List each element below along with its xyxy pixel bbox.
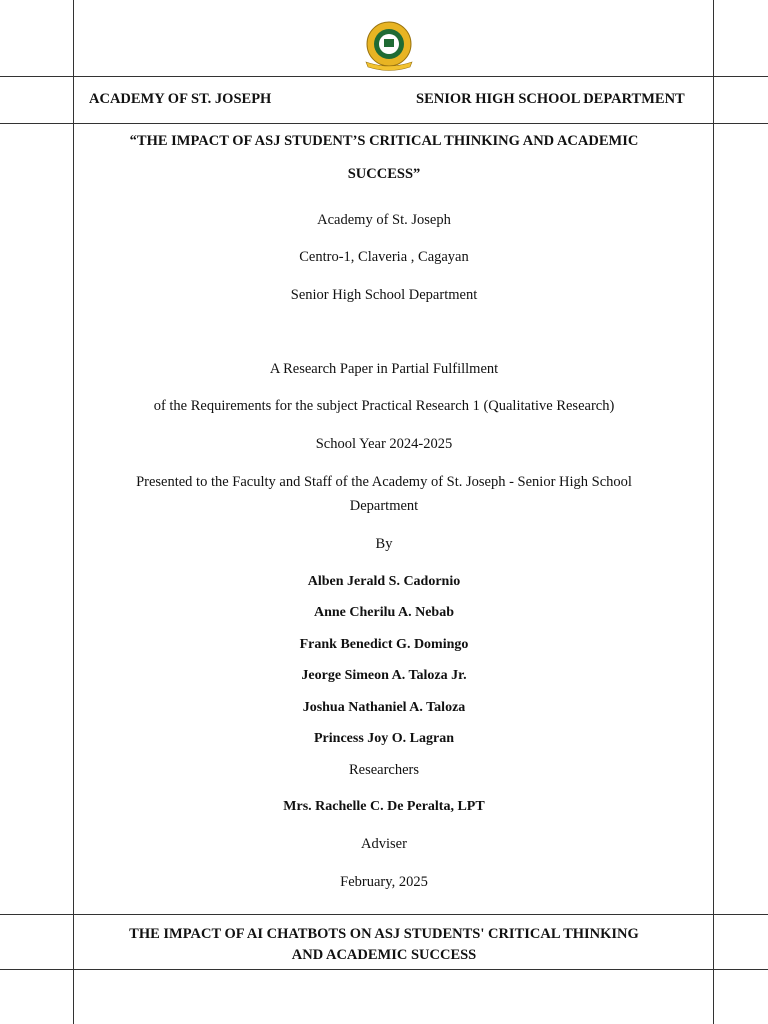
footer-title-line-1: THE IMPACT OF AI CHATBOTS ON ASJ STUDENTS' CRITICAL THINKING (129, 926, 639, 942)
footer-title-line-2: AND ACADEMIC SUCCESS (291, 947, 477, 963)
submission-date: February, 2025 (340, 874, 428, 890)
researcher-name: Jeorge Simeon A. Taloza Jr. (301, 668, 467, 683)
title-line-1: “THE IMPACT OF ASJ STUDENT’S CRITICAL THINKING AND ACADEMIC (129, 133, 639, 149)
by-label: By (375, 536, 393, 552)
header-top-line (0, 76, 768, 77)
researcher-name: Frank Benedict G. Domingo (299, 637, 469, 652)
presented-line-1: Presented to the Faculty and Staff of the Academy of St. Joseph - Senior High School (136, 474, 632, 490)
header-bottom-line (0, 123, 768, 124)
researchers-label: Researchers (348, 762, 420, 778)
researcher-name: Anne Cherilu A. Nebab (313, 605, 455, 620)
fulfillment-line-1: A Research Paper in Partial Fulfillment (269, 361, 499, 377)
right-border-line (713, 0, 714, 1024)
header-department: SENIOR HIGH SCHOOL DEPARTMENT (416, 91, 685, 107)
school-department: Senior High School Department (290, 287, 478, 303)
school-seal-logo (360, 20, 418, 72)
header-school-name: ACADEMY OF ST. JOSEPH (89, 91, 272, 107)
footer-bottom-line (0, 969, 768, 970)
school-name: Academy of St. Joseph (317, 212, 451, 228)
presented-line-2: Department (349, 498, 419, 514)
adviser-label: Adviser (361, 836, 407, 852)
researcher-name: Joshua Nathaniel A. Taloza (302, 700, 466, 715)
school-year: School Year 2024-2025 (315, 436, 453, 452)
title-line-2: SUCCESS” (347, 166, 421, 182)
researcher-name: Princess Joy O. Lagran (314, 731, 454, 746)
fulfillment-line-2: of the Requirements for the subject Practical Research 1 (Qualitative Research) (153, 398, 615, 414)
researcher-name: Alben Jerald S. Cadornio (307, 574, 461, 589)
adviser-name: Mrs. Rachelle C. De Peralta, LPT (283, 799, 485, 814)
footer-top-line (0, 914, 768, 915)
school-address: Centro-1, Claveria , Cagayan (299, 249, 469, 265)
